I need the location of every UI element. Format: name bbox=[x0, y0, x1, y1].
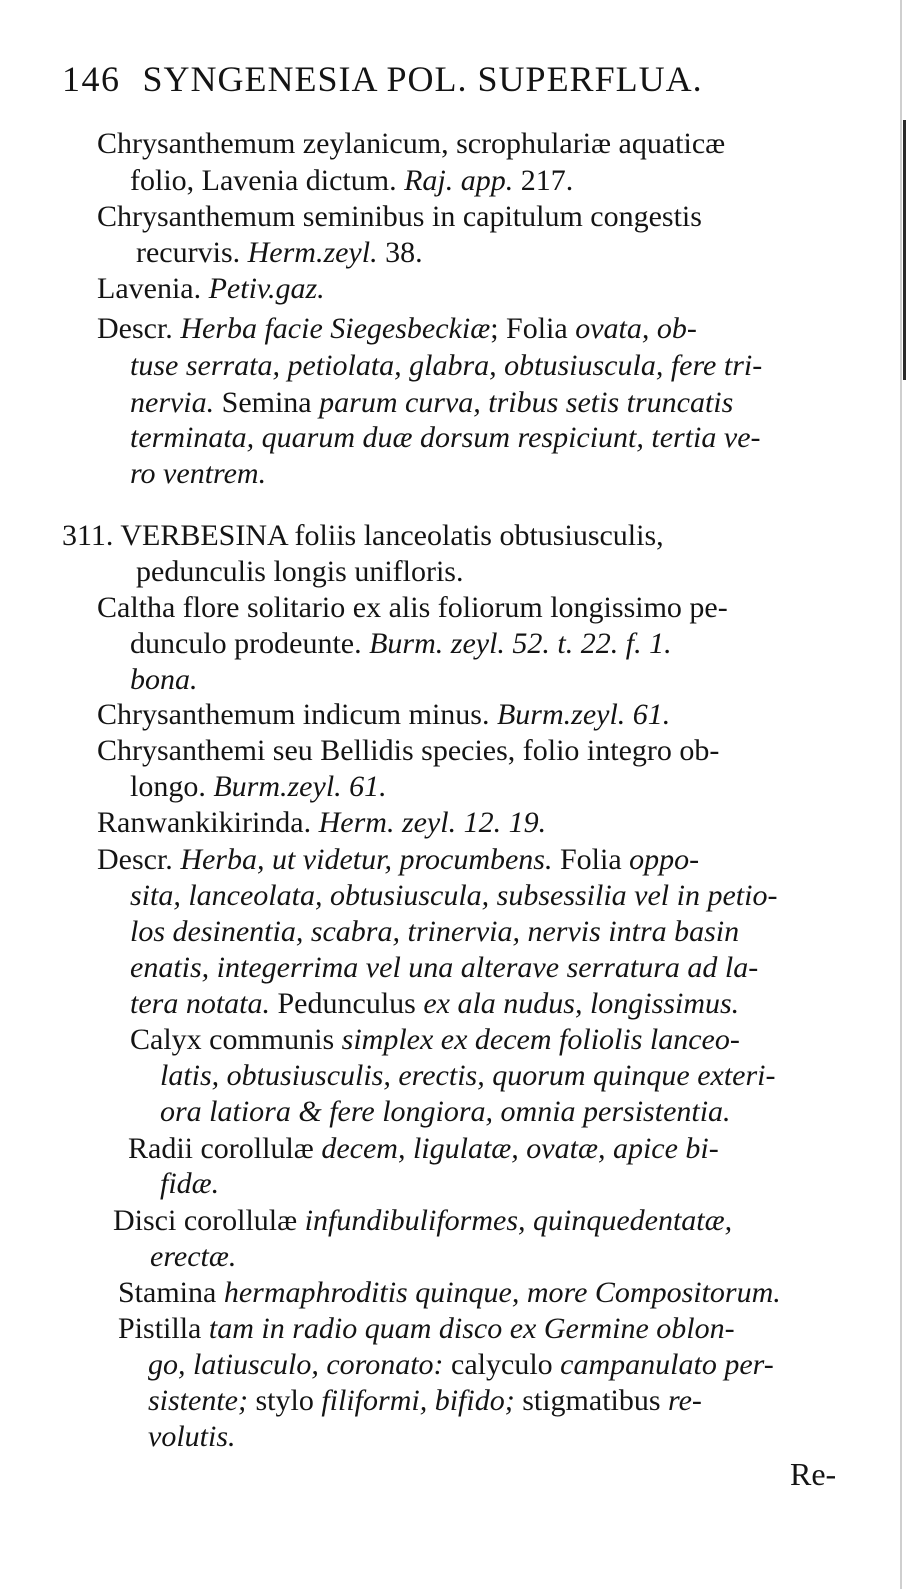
text-line: Chrysanthemi seu Bellidis species, folio integro ob- bbox=[97, 734, 720, 767]
text-line: Chrysanthemum indicum minus. Burm.zeyl. 61. bbox=[97, 698, 671, 731]
text-line: tera notata. Pedunculus ex ala nudus, longissimus. bbox=[130, 987, 740, 1020]
text-line: go, latiusculo, coronato: calyculo campanulato per- bbox=[148, 1348, 774, 1381]
text-line: recurvis. Herm.zeyl. 38. bbox=[136, 236, 423, 269]
text-line: volutis. bbox=[148, 1420, 236, 1453]
text-line: Stamina hermaphroditis quinque, more Compositorum. bbox=[118, 1276, 781, 1309]
text-line: Chrysanthemum seminibus in capitulum congestis bbox=[97, 200, 702, 233]
text-line: tuse serrata, petiolata, glabra, obtusiuscula, fere tri- bbox=[130, 349, 763, 382]
text-line: folio, Lavenia dictum. Raj. app. 217. bbox=[130, 164, 574, 197]
catchword: Re- bbox=[790, 1456, 837, 1492]
text-line: ro ventrem. bbox=[130, 457, 267, 490]
page-edge-shadow bbox=[903, 120, 906, 380]
text-line: sita, lanceolata, obtusiuscula, subsessilia vel in petio- bbox=[130, 879, 778, 912]
text-line: sistente; stylo filiformi, bifido; stigmatibus re- bbox=[148, 1384, 702, 1417]
species-heading: 311. VERBESINA foliis lanceolatis obtusiusculis, bbox=[62, 519, 664, 552]
text-line: Caltha flore solitario ex alis foliorum longissimo pe- bbox=[97, 591, 728, 624]
text-line: Descr. Herba, ut videtur, procumbens. Folia oppo- bbox=[97, 843, 700, 876]
text-line: Pistilla tam in radio quam disco ex Germine oblon- bbox=[118, 1312, 735, 1345]
text-line: longo. Burm.zeyl. 61. bbox=[130, 770, 387, 803]
text-line: terminata, quarum duæ dorsum respiciunt, tertia ve- bbox=[130, 421, 761, 454]
text-line: bona. bbox=[130, 663, 198, 696]
text-line: Chrysanthemum zeylanicum, scrophulariæ aquaticæ bbox=[97, 127, 726, 160]
text-line: Radii corollulæ decem, ligulatæ, ovatæ, apice bi- bbox=[128, 1132, 719, 1165]
text-line: erectæ. bbox=[150, 1240, 237, 1273]
text-line: nervia. Semina parum curva, tribus setis truncatis bbox=[130, 386, 734, 419]
text-line: Disci corollulæ infundibuliformes, quinquedentatæ, bbox=[113, 1204, 733, 1237]
text-line: pedunculis longis unifloris. bbox=[136, 555, 464, 588]
text-line: Calyx communis simplex ex decem foliolis lanceo- bbox=[130, 1023, 740, 1056]
text-line: dunculo prodeunte. Burm. zeyl. 52. t. 22. f. 1. bbox=[130, 627, 672, 660]
page-number: 146 bbox=[62, 59, 121, 99]
page-edge bbox=[900, 0, 902, 1589]
text-line: Ranwankikirinda. Herm. zeyl. 12. 19. bbox=[97, 806, 547, 839]
text-line: los desinentia, scabra, trinervia, nervis intra basin bbox=[130, 915, 740, 948]
text-line: fidæ. bbox=[160, 1167, 220, 1200]
text-line: Descr. Herba facie Siegesbeckiæ; Folia ovata, ob- bbox=[97, 312, 697, 345]
text-line: latis, obtusiusculis, erectis, quorum quinque exteri- bbox=[160, 1059, 776, 1092]
text-line: ora latiora & fere longiora, omnia persistentia. bbox=[160, 1095, 731, 1128]
running-header bbox=[62, 58, 862, 100]
running-title: SYNGENESIA POL. SUPERFLUA. bbox=[142, 59, 703, 99]
text-line: enatis, integerrima vel una alterave serratura ad la- bbox=[130, 951, 759, 984]
text-line: Lavenia. Petiv.gaz. bbox=[97, 272, 325, 305]
